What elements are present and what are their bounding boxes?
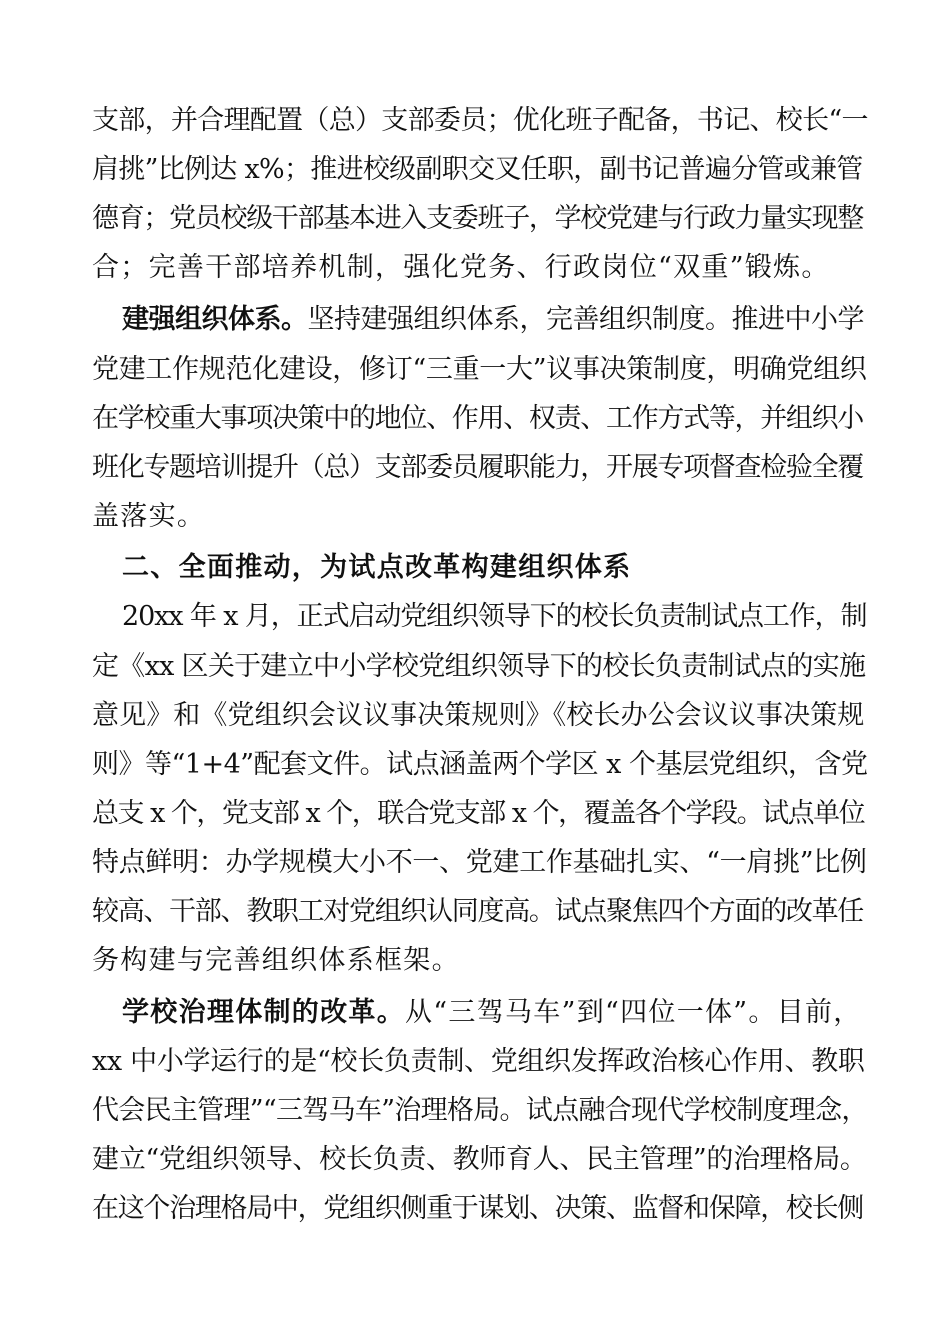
paragraph-1-line-1: 支部，并合理配置（总）支部委员；优化班子配备，书记、校长“一 xyxy=(92,105,868,136)
paragraph-4-line-4: 建立“党组织领导、校长负责、教师育人、民主管理”的治理格局。 xyxy=(92,1144,867,1175)
paragraph-4-line-3: 代会民主管理”“三驾马车”治理格局。试点融合现代学校制度理念， xyxy=(92,1095,868,1126)
paragraph-3-line-6: 特点鲜明：办学规模大小不一、党建工作基础扎实、“一肩挑”比例 xyxy=(92,847,867,878)
section-heading: 二、全面推动，为试点改革构建组织体系 xyxy=(122,552,632,583)
paragraph-2-line-5: 盖落实。 xyxy=(92,501,206,532)
paragraph-2-lead: 建强组织体系。 xyxy=(122,304,308,335)
paragraph-2-line-1-text: 坚持建强组织体系，完善组织制度。推进中小学 xyxy=(307,304,864,335)
paragraph-4-line-5: 在这个治理格局中，党组织侧重于谋划、决策、监督和保障，校长侧 xyxy=(92,1193,863,1224)
paragraph-1-line-2: 肩挑”比例达 x%；推进校级副职交叉任职，副书记普遍分管或兼管 xyxy=(92,154,863,185)
paragraph-2-line-2: 党建工作规范化建设，修订“三重一大”议事决策制度，明确党组织 xyxy=(92,354,867,385)
paragraph-1-line-3: 德育；党员校级干部基本进入支委班子，学校党建与行政力量实现整 xyxy=(92,203,863,234)
paragraph-3-line-4: 则》等“1+4”配套文件。试点涵盖两个学区 x 个基层党组织，含党 xyxy=(92,749,868,780)
paragraph-3-line-1: 20xx 年 x 月，正式启动党组织领导下的校长负责制试点工作，制 xyxy=(122,601,867,632)
paragraph-1-line-4: 合；完善干部培养机制，强化党务、行政岗位“双重”锻炼。 xyxy=(92,252,830,283)
paragraph-2-line-1 xyxy=(122,303,864,337)
paragraph-4-line-2: xx 中小学运行的是“校长负责制、党组织发挥政治核心作用、教职 xyxy=(92,1046,865,1077)
paragraph-3-line-8: 务构建与完善组织体系框架。 xyxy=(92,945,460,976)
paragraph-3-line-5: 总支 x 个，党支部 x 个，联合党支部 x 个，覆盖各个学段。试点单位 xyxy=(92,798,865,829)
paragraph-3-line-7: 较高、干部、教职工对党组织认同度高。试点聚焦四个方面的改革任 xyxy=(92,896,863,927)
paragraph-2-line-3: 在学校重大事项决策中的地位、作用、权责、工作方式等，并组织小 xyxy=(92,403,863,434)
paragraph-4-lead: 学校治理体制的改革。 xyxy=(122,997,405,1028)
paragraph-2-line-4: 班化专题培训提升（总）支部委员履职能力，开展专项督查检验全覆 xyxy=(92,452,863,483)
paragraph-3-line-2: 定《xx 区关于建立中小学校党组织领导下的校长负责制试点的实施 xyxy=(92,651,866,682)
paragraph-4-line-1-text: 从“三驾马车”到“四位一体”。目前， xyxy=(405,997,862,1028)
paragraph-4-line-1 xyxy=(122,996,862,1030)
paragraph-3-line-3: 意见》和《党组织会议议事决策规则》《校长办公会议议事决策规 xyxy=(92,700,865,731)
